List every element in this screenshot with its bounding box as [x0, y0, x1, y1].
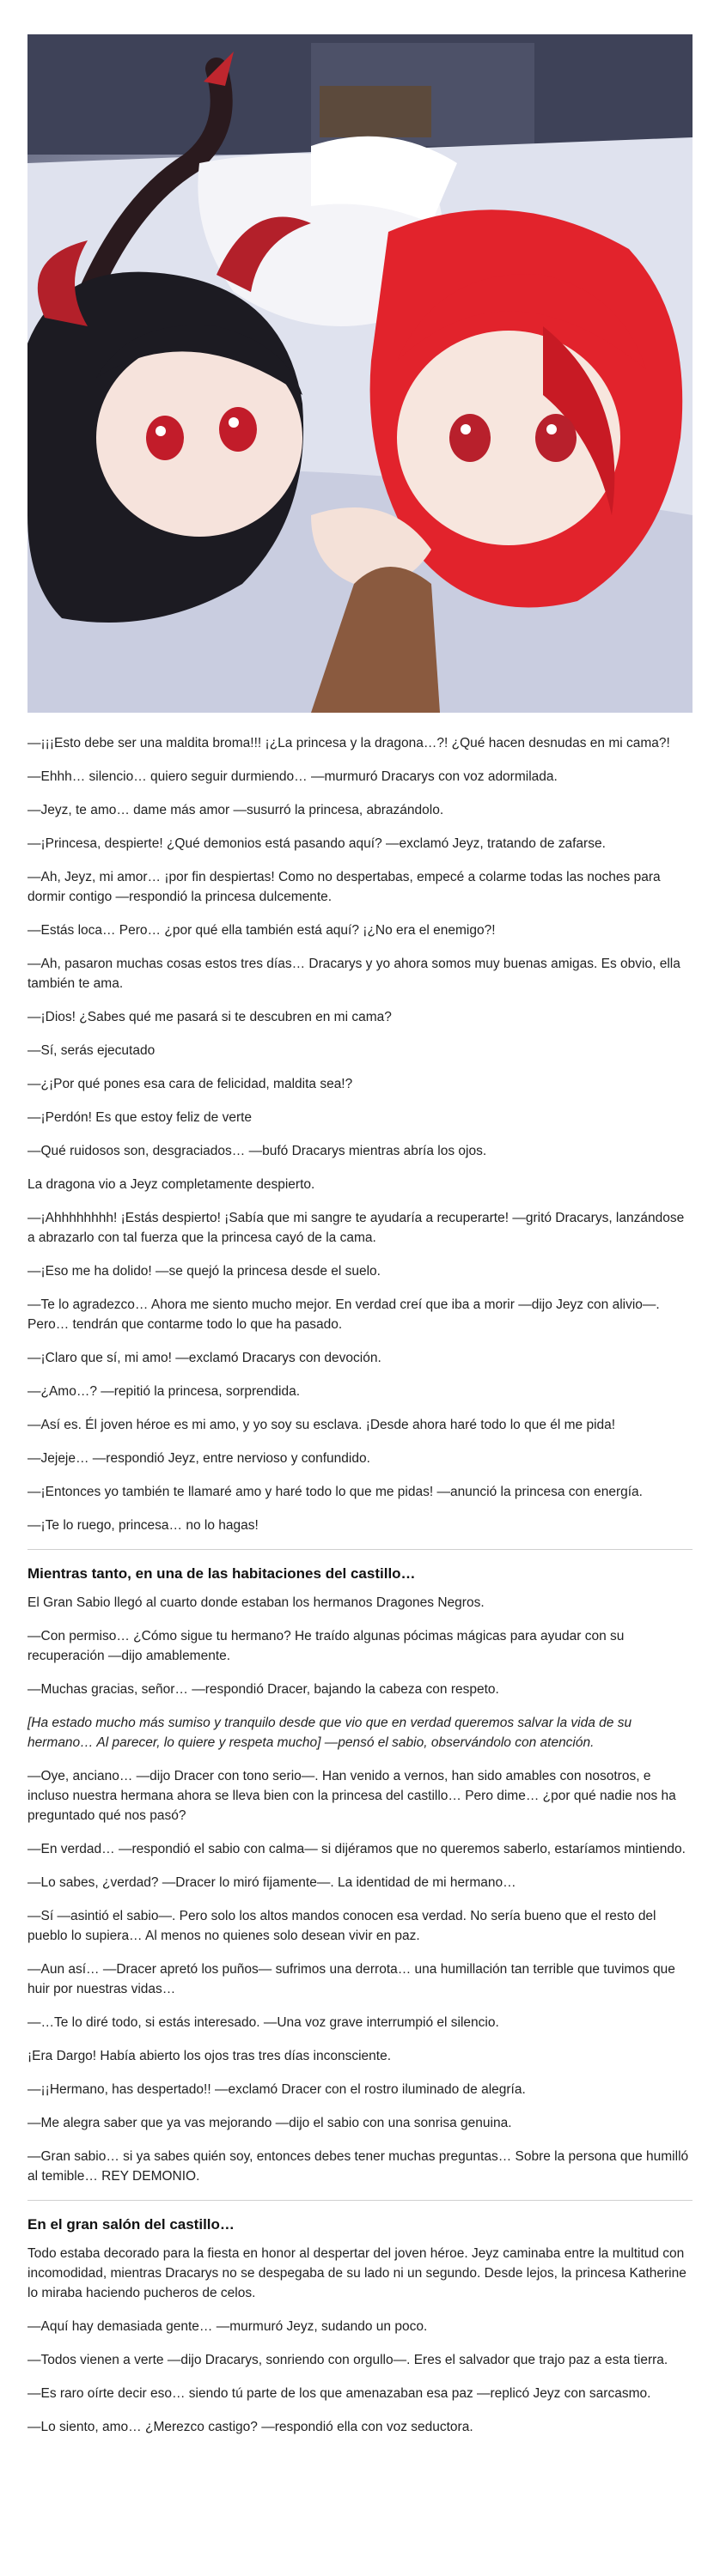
story-paragraph: —¡¡¡Esto debe ser una maldita broma!!! ¡¿La princesa y la dragona…?! ¿Qué hacen desnudas en mi cama?!	[27, 736, 670, 750]
story-paragraph: —Aquí hay demasiada gente… —murmuró Jeyz, sudando un poco.	[27, 2319, 428, 2334]
story-paragraph: La dragona vio a Jeyz completamente despierto.	[27, 1177, 315, 1192]
story-paragraph: —Gran sabio… si ya sabes quién soy, entonces debes tener muchas preguntas… Sobre la persona que humilló al temible… REY DEMONIO.	[27, 2149, 689, 2184]
story-paragraph: ¡Era Dargo! Había abierto los ojos tras tres días inconsciente.	[27, 2049, 392, 2063]
story-paragraph: —¡Princesa, despierte! ¿Qué demonios está pasando aquí? —exclamó Jeyz, tratando de zafarse.	[27, 836, 606, 851]
story-paragraph: —Me alegra saber que ya vas mejorando —dijo el sabio con una sonrisa genuina.	[27, 2116, 512, 2130]
story-paragraph: —¡Claro que sí, mi amo! —exclamó Dracarys con devoción.	[27, 1351, 381, 1365]
story-part-2	[27, 1593, 693, 1699]
story-paragraph: —Sí —asintió el sabio—. Pero solo los altos mandos conocen esa verdad. No sería bueno que el resto del pueblo lo supiera… Al menos no quienes solo desean vivir en paz.	[27, 1909, 656, 1943]
story-paragraph: —Te lo agradezco… Ahora me siento mucho mejor. En verdad creí que iba a morir —dijo Jeyz con alivio—. Pero… tendrán que contarme todo lo que ha pasado.	[27, 1297, 660, 1332]
story-paragraph: —Todos vienen a verte —dijo Dracarys, sonriendo con orgullo—. Eres el salvador que trajo paz a esta tierra.	[27, 2353, 668, 2367]
section-heading: Mientras tanto, en una de las habitaciones del castillo…	[27, 1565, 416, 1582]
story-paragraph: —¡¡Hermano, has despertado!! —exclamó Dracer con el rostro iluminado de alegría.	[27, 2082, 526, 2097]
story-paragraph: —Con permiso… ¿Cómo sigue tu hermano? He traído algunas pócimas mágicas para ayudar con su recuperación —dijo amablemente.	[27, 1629, 625, 1663]
story-paragraph: —¡Entonces yo también te llamaré amo y haré todo lo que me pidas! —anunció la princesa con energía.	[27, 1485, 643, 1499]
thought-paragraph: [Ha estado mucho más sumiso y tranquilo desde que vio que en verdad queremos salvar la vida de su hermano… Al parecer, lo quiere y respeta mucho] —pensó el sabio, observándolo con atención.	[27, 1716, 632, 1750]
story-paragraph: —¡Dios! ¿Sabes qué me pasará si te descubren en mi cama?	[27, 1010, 392, 1024]
story-paragraph: —¡Eso me ha dolido! —se quejó la princesa desde el suelo.	[27, 1264, 381, 1279]
story-paragraph: —¿¡Por qué pones esa cara de felicidad, maldita sea!?	[27, 1077, 353, 1091]
story-paragraph: —¡Te lo ruego, princesa… no lo hagas!	[27, 1518, 259, 1533]
story-paragraph: —Estás loca… Pero… ¿por qué ella también está aquí? ¡¿No era el enemigo?!	[27, 923, 496, 938]
story-paragraph: —Ehhh… silencio… quiero seguir durmiendo… —murmuró Dracarys con voz adormilada.	[27, 769, 558, 784]
story	[27, 713, 693, 2437]
story-part-2b	[27, 1766, 693, 2186]
story-paragraph: El Gran Sabio llegó al cuarto donde estaban los hermanos Dragones Negros.	[27, 1595, 485, 1610]
story-paragraph: —Sí, serás ejecutado	[27, 1043, 156, 1058]
story-paragraph: —Lo sabes, ¿verdad? —Dracer lo miró fijamente—. La identidad de mi hermano…	[27, 1875, 516, 1890]
story-paragraph: —En verdad… —respondió el sabio con calma— si dijéramos que no queremos saberlo, estaríamos mintiendo.	[27, 1842, 686, 1856]
story-paragraph: —…Te lo diré todo, si estás interesado. —Una voz grave interrumpió el silencio.	[27, 2015, 499, 2030]
story-paragraph: —Lo siento, amo… ¿Merezco castigo? —respondió ella con voz seductora.	[27, 2420, 473, 2434]
story-paragraph: —Oye, anciano… —dijo Dracer con tono serio—. Han venido a vernos, han sido amables con nosotros, e incluso nuestra hermana ahora se lleva bien con la princesa del castillo… Pero dime… ¿por qué nadie nos ha preguntado qué nos pasó?	[27, 1769, 676, 1823]
story-paragraph: —Ah, Jeyz, mi amor… ¡por fin despiertas! Como no despertabas, empecé a colarme todas las noches para dormir contigo —respondió la princesa dulcemente.	[27, 870, 661, 904]
story-paragraph: —Así es. Él joven héroe es mi amo, y yo soy su esclava. ¡Desde ahora haré todo lo que él me pida!	[27, 1418, 616, 1432]
section-heading: En el gran salón del castillo…	[27, 2216, 235, 2233]
divider	[27, 1549, 693, 1550]
story-paragraph: —Qué ruidosos son, desgraciados… —bufó Dracarys mientras abría los ojos.	[27, 1144, 487, 1158]
story-paragraph: —Jejeje… —respondió Jeyz, entre nervioso y confundido.	[27, 1451, 370, 1466]
story-part-3	[27, 2244, 693, 2437]
story-paragraph: —Muchas gracias, señor… —respondió Dracer, bajando la cabeza con respeto.	[27, 1682, 499, 1697]
story-paragraph: —Es raro oírte decir eso… siendo tú parte de los que amenazaban esa paz —replicó Jeyz con sarcasmo.	[27, 2386, 651, 2401]
story-part-1	[27, 733, 693, 1535]
story-paragraph: —Aun así… —Dracer apretó los puños— sufrimos una derrota… una humillación tan terrible que tuvimos que huir por nuestras vidas…	[27, 1962, 675, 1996]
story-paragraph: —Jeyz, te amo… dame más amor —susurró la princesa, abrazándolo.	[27, 803, 444, 817]
story-paragraph: —¡Ahhhhhhhh! ¡Estás despierto! ¡Sabía que mi sangre te ayudaría a recuperarte! —gritó Dracarys, lanzándose a abrazarlo con tal fuerza que la princesa cayó de la cama.	[27, 1211, 685, 1245]
divider	[27, 2200, 693, 2201]
illustration-artwork	[27, 34, 693, 713]
story-paragraph: Todo estaba decorado para la fiesta en honor al despertar del joven héroe. Jeyz caminaba entre la multitud con incomodidad, mientras Dracarys no se despegaba de su lado ni un segundo. Desde lejos, la princesa Katherine lo miraba haciendo pucheros de celos.	[27, 2246, 686, 2300]
illustration	[27, 34, 693, 713]
story-paragraph: —¡Perdón! Es que estoy feliz de verte	[27, 1110, 253, 1125]
story-paragraph: —¿Amo…? —repitió la princesa, sorprendida.	[27, 1384, 301, 1399]
story-paragraph: —Ah, pasaron muchas cosas estos tres días… Dracarys y yo ahora somos muy buenas amigas. Es obvio, ella también te ama.	[27, 957, 680, 991]
